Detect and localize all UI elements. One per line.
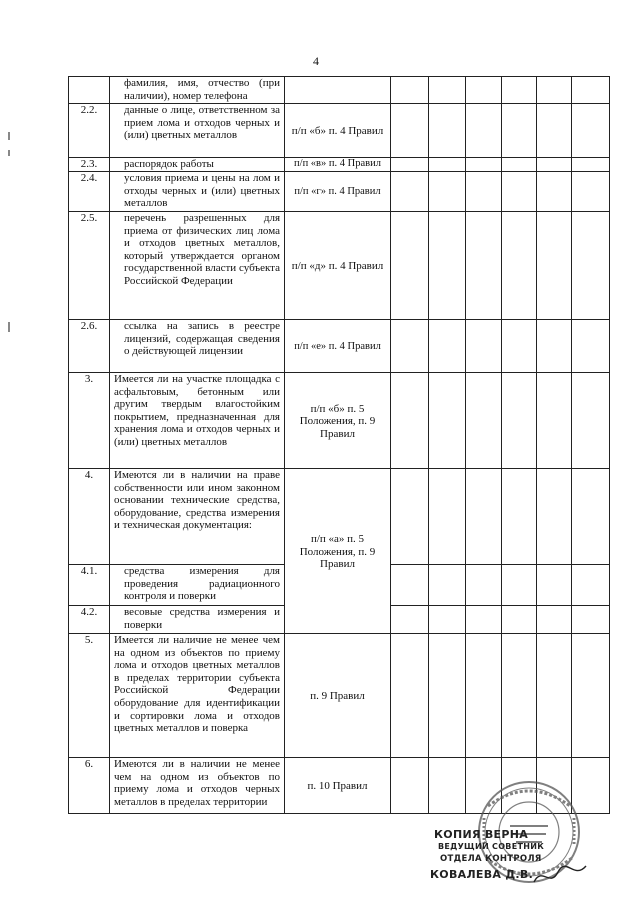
answer-cell (429, 104, 466, 158)
answer-cell (572, 158, 610, 172)
answer-cell (391, 158, 429, 172)
requirement-text: условия приема и цены на лом и отходы черных и (или) цветных металлов (110, 172, 285, 212)
answer-cell (466, 212, 502, 320)
answer-cell (537, 77, 572, 104)
legal-reference: п/п «в» п. 4 Правил (285, 158, 391, 172)
scan-edge-mark (8, 132, 10, 140)
handwritten-signature (530, 860, 590, 890)
answer-cell (537, 104, 572, 158)
answer-cell (391, 77, 429, 104)
answer-cell (572, 565, 610, 606)
answer-cell (391, 172, 429, 212)
answer-cell (391, 565, 429, 606)
scan-edge-mark (8, 322, 10, 332)
legal-reference: п/п «г» п. 4 Правил (285, 172, 391, 212)
checklist-table (68, 76, 610, 814)
answer-cell (466, 158, 502, 172)
answer-cell (502, 212, 537, 320)
requirement-text: Имеется ли на участке площадка с асфальтовым, бетонным или другим твердым влагостойким покрытием, предназначенная для хранения лома и отходов черных и (или) цветных металлов (110, 373, 285, 469)
certification-block (418, 828, 598, 894)
requirement-text: ссылка на запись в реестре лицензий, содержащая сведения о действующей лицензии (110, 320, 285, 373)
answer-cell (537, 320, 572, 373)
answer-cell (466, 172, 502, 212)
table-row (69, 77, 610, 104)
legal-reference: п/п «б» п. 5 Положения, п. 9 Правил (285, 373, 391, 469)
row-number: 5. (69, 634, 110, 758)
answer-cell (466, 634, 502, 758)
answer-cell (572, 212, 610, 320)
answer-cell (502, 172, 537, 212)
row-number: 4. (69, 469, 110, 565)
answer-cell (429, 469, 466, 565)
answer-cell (429, 634, 466, 758)
row-number: 2.4. (69, 172, 110, 212)
copy-certified-label: КОПИЯ ВЕРНА (434, 828, 529, 841)
answer-cell (391, 634, 429, 758)
table-row (69, 373, 610, 469)
officer-name: КОВАЛЕВА Д.В. (430, 868, 534, 881)
requirement-text: распорядок работы (110, 158, 285, 172)
answer-cell (537, 212, 572, 320)
requirement-text: данные о лице, ответственном за прием лома и отходов черных и (или) цветных металлов (110, 104, 285, 158)
answer-cell (429, 77, 466, 104)
legal-reference: п. 9 Правил (285, 634, 391, 758)
answer-cell (537, 634, 572, 758)
table-row (69, 634, 610, 758)
answer-cell (572, 373, 610, 469)
answer-cell (466, 565, 502, 606)
table-row (69, 320, 610, 373)
answer-cell (537, 565, 572, 606)
answer-cell (391, 758, 429, 814)
answer-cell (429, 158, 466, 172)
officer-department: ОТДЕЛА КОНТРОЛЯ (440, 854, 542, 864)
legal-reference: п. 10 Правил (285, 758, 391, 814)
row-number: 4.1. (69, 565, 110, 606)
answer-cell (502, 634, 537, 758)
answer-cell (466, 104, 502, 158)
answer-cell (502, 104, 537, 158)
row-number: 6. (69, 758, 110, 814)
answer-cell (537, 158, 572, 172)
scan-edge-mark (8, 150, 10, 156)
answer-cell (466, 320, 502, 373)
answer-cell (502, 158, 537, 172)
answer-cell (537, 172, 572, 212)
table-row (69, 212, 610, 320)
table-row (69, 469, 610, 565)
answer-cell (391, 104, 429, 158)
legal-reference (285, 77, 391, 104)
answer-cell (572, 469, 610, 565)
legal-reference: п/п «д» п. 4 Правил (285, 212, 391, 320)
answer-cell (537, 606, 572, 634)
answer-cell (572, 104, 610, 158)
row-number: 2.6. (69, 320, 110, 373)
row-number: 2.3. (69, 158, 110, 172)
answer-cell (429, 606, 466, 634)
legal-reference: п/п «е» п. 4 Правил (285, 320, 391, 373)
answer-cell (572, 606, 610, 634)
answer-cell (466, 77, 502, 104)
requirement-text: перечень разрешенных для приема от физических лиц лома и отходов цветных металлов, который утверждается органом государственной власти субъекта Российской Федерации (110, 212, 285, 320)
answer-cell (502, 469, 537, 565)
answer-cell (391, 606, 429, 634)
row-number: 2.5. (69, 212, 110, 320)
answer-cell (537, 373, 572, 469)
requirement-text: Имеются ли в наличии на праве собственности или ином законном основании технические средства, оборудование, средства измерения и техническая документация: (110, 469, 285, 565)
answer-cell (391, 469, 429, 565)
answer-cell (502, 320, 537, 373)
requirement-text: Имеются ли в наличии не менее чем на одном из объектов по приему лома и отходов черных металлов в пределах территории (110, 758, 285, 814)
answer-cell (572, 634, 610, 758)
answer-cell (572, 172, 610, 212)
answer-cell (391, 373, 429, 469)
answer-cell (391, 320, 429, 373)
row-number: 3. (69, 373, 110, 469)
answer-cell (502, 606, 537, 634)
answer-cell (429, 565, 466, 606)
row-number: 4.2. (69, 606, 110, 634)
answer-cell (537, 469, 572, 565)
table-row (69, 172, 610, 212)
officer-title: ВЕДУЩИЙ СОВЕТНИК (438, 842, 545, 851)
answer-cell (466, 606, 502, 634)
answer-cell (572, 320, 610, 373)
answer-cell (466, 469, 502, 565)
row-number: 2.2. (69, 104, 110, 158)
requirement-text: средства измерения для проведения радиационного контроля и поверки (110, 565, 285, 606)
requirement-text: фамилия, имя, отчество (при наличии), номер телефона (110, 77, 285, 104)
answer-cell (429, 320, 466, 373)
table-row (69, 104, 610, 158)
table-row (69, 158, 610, 172)
page-number: 4 (313, 54, 319, 68)
answer-cell (502, 565, 537, 606)
answer-cell (502, 373, 537, 469)
requirement-text: весовые средства измерения и поверки (110, 606, 285, 634)
legal-reference: п/п «б» п. 4 Правил (285, 104, 391, 158)
answer-cell (429, 212, 466, 320)
requirement-text: Имеется ли наличие не менее чем на одном из объектов по приему лома и отходов цветных металлов в пределах территории субъекта Российской Федерации оборудование для идентификации и сортировки лома и отходов цветных металлов и поверка (110, 634, 285, 758)
answer-cell (429, 172, 466, 212)
answer-cell (502, 77, 537, 104)
row-number (69, 77, 110, 104)
answer-cell (391, 212, 429, 320)
answer-cell (572, 77, 610, 104)
legal-reference: п/п «а» п. 5 Положения, п. 9 Правил (285, 469, 391, 634)
answer-cell (429, 373, 466, 469)
answer-cell (466, 373, 502, 469)
